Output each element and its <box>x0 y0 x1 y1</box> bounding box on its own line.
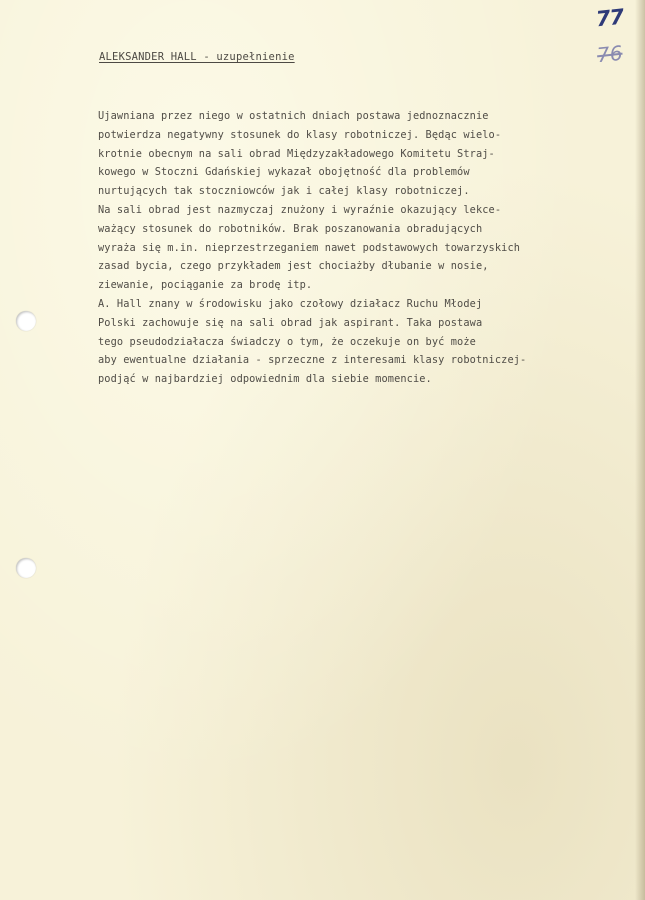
body-line: Ujawniana przez niego w ostatnich dniach postawa jednoznacznie <box>98 110 489 122</box>
body-line: ważący stosunek do robotników. Brak poszanowania obradujących <box>98 222 483 235</box>
body-line: Polski zachowuje się na sali obrad jak aspirant. Taka postawa <box>98 316 483 329</box>
body-line: A. Hall znany w środowisku jako czołowy działacz Ruchu Młodej <box>98 297 483 310</box>
document-body <box>98 107 638 389</box>
folio-number-current: 77 <box>594 4 625 32</box>
body-line: Na sali obrad jest nazmyczaj znużony i wyraźnie okazujący lekce- <box>98 203 502 216</box>
body-line: aby ewentualne działania - sprzeczne z interesami klasy robotniczej- <box>98 354 527 367</box>
body-line: wyraża się m.in. nieprzestrzeganiem nawet podstawowych towarzyskich <box>98 241 521 254</box>
punch-hole-top <box>16 311 36 331</box>
punch-hole-bottom <box>16 558 36 578</box>
body-line: nurtujących tak stoczniowców jak i całej klasy robotniczej. <box>98 185 470 198</box>
body-line: ziewanie, pociąganie za brodę itp. <box>98 279 313 292</box>
body-line: krotnie obecnym na sali obrad Międzyzakładowego Komitetu Straj- <box>98 147 495 160</box>
body-line: tego pseudodziałacza świadczy o tym, że oczekuje on być może <box>98 335 476 348</box>
body-line: kowego w Stoczni Gdańskiej wykazał obojętność dla problemów <box>98 166 470 179</box>
body-line: potwierdza negatywny stosunek do klasy robotniczej. Będąc wielo- <box>98 128 502 141</box>
body-line: podjąć w najbardziej odpowiednim dla siebie momencie. <box>98 373 432 386</box>
body-line: zasad bycia, czego przykładem jest chociażby dłubanie w nosie, <box>98 260 489 273</box>
document-title: ALEKSANDER HALL - uzupełnienie <box>99 51 295 63</box>
folio-number-old: 76 <box>595 40 624 68</box>
